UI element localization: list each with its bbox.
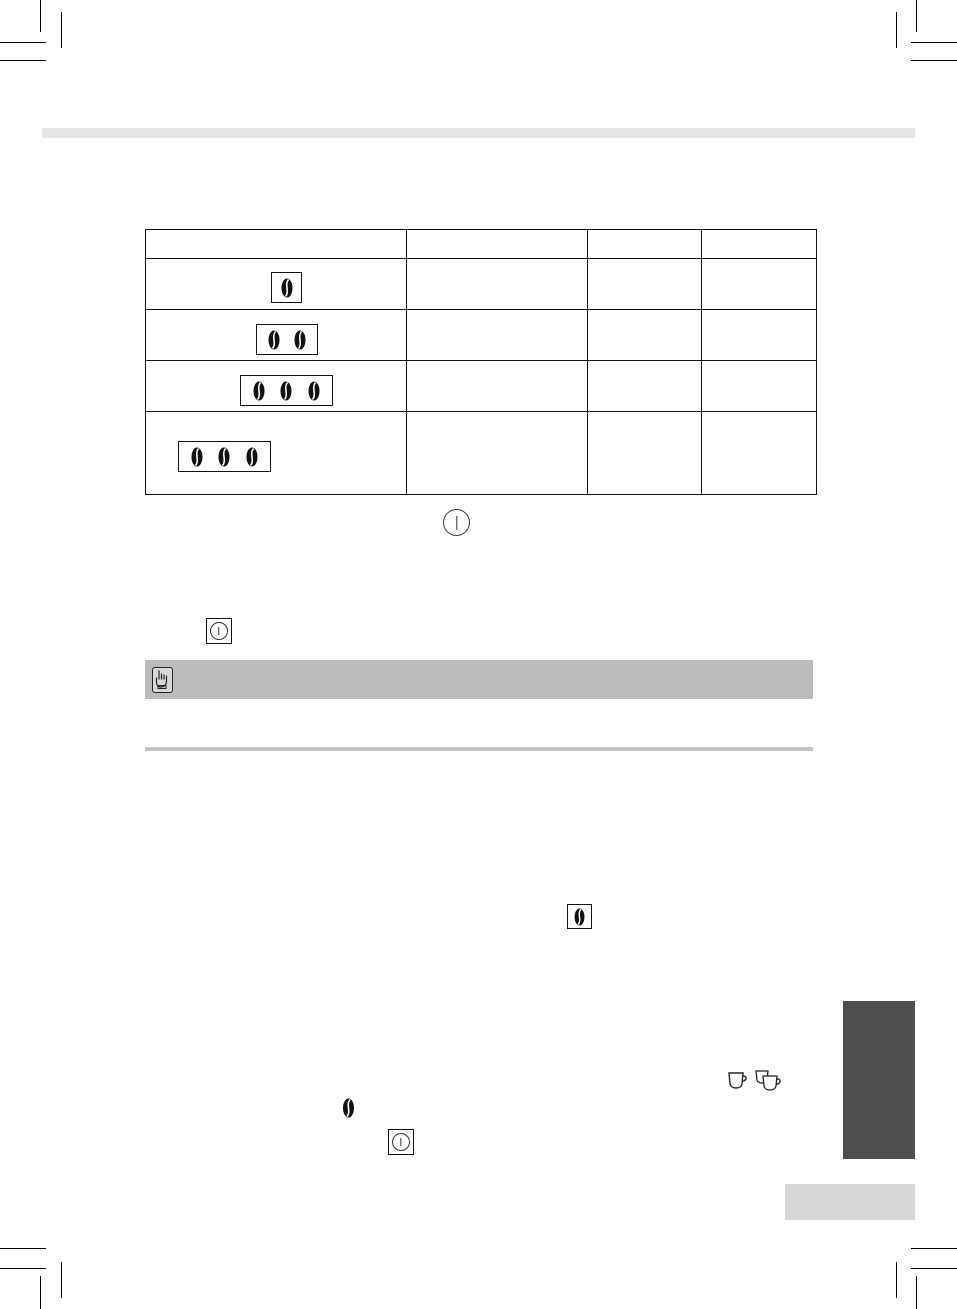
crop-mark xyxy=(896,1262,897,1298)
pointing-hand-icon xyxy=(152,667,173,693)
power-button-icon xyxy=(206,618,232,644)
crop-mark xyxy=(911,1248,957,1249)
power-icon xyxy=(210,622,228,640)
table-cell xyxy=(146,361,407,412)
table-cell xyxy=(407,361,588,412)
crop-mark xyxy=(911,42,957,43)
power-icon xyxy=(392,1133,410,1151)
bean-icon xyxy=(253,381,265,401)
table-cell xyxy=(702,310,817,361)
crop-mark xyxy=(0,1268,46,1269)
table-cell xyxy=(702,412,817,495)
bean-icon xyxy=(218,447,230,467)
double-cup-icon xyxy=(754,1069,786,1093)
bean-indicator-3 xyxy=(240,375,333,406)
page-number-box xyxy=(785,1184,915,1220)
table-row xyxy=(146,310,817,361)
crop-mark xyxy=(0,42,46,43)
bean-icon xyxy=(308,381,320,401)
table-row xyxy=(146,259,817,310)
table-cell xyxy=(407,259,588,310)
crop-mark xyxy=(911,60,957,61)
bean-icon xyxy=(191,447,203,467)
bean-icon xyxy=(280,381,292,401)
bean-icon xyxy=(246,447,258,467)
table-cell xyxy=(702,259,817,310)
crop-mark xyxy=(916,1276,917,1309)
table-cell xyxy=(146,310,407,361)
table-cell xyxy=(702,230,817,259)
table-cell xyxy=(588,361,702,412)
table-cell xyxy=(588,259,702,310)
header-bar xyxy=(42,128,915,138)
table-cell xyxy=(146,259,407,310)
strength-table xyxy=(145,229,817,495)
crop-mark xyxy=(40,0,41,32)
table-cell xyxy=(146,412,407,495)
bean-icon xyxy=(342,1098,355,1118)
bean-indicator-1 xyxy=(567,904,592,929)
bean-icon xyxy=(281,278,293,298)
table-cell xyxy=(407,412,588,495)
section-divider xyxy=(145,747,813,751)
table-header-row xyxy=(146,230,817,259)
crop-mark xyxy=(916,0,917,32)
crop-mark xyxy=(911,1268,957,1269)
bean-indicator-3-alt xyxy=(178,441,271,472)
section-side-tab xyxy=(843,1001,915,1159)
bean-icon xyxy=(574,908,585,926)
table-cell xyxy=(146,230,407,259)
crop-mark xyxy=(896,12,897,48)
note-bar xyxy=(145,660,813,699)
bean-indicator-1 xyxy=(271,272,302,303)
table-row xyxy=(146,361,817,412)
table-cell xyxy=(407,310,588,361)
power-icon xyxy=(443,509,470,536)
crop-mark xyxy=(40,1276,41,1309)
bean-icon xyxy=(294,330,306,350)
crop-mark xyxy=(0,60,46,61)
crop-mark xyxy=(0,1248,46,1249)
crop-mark xyxy=(61,12,62,48)
bean-indicator-2 xyxy=(256,324,318,355)
single-cup-icon xyxy=(727,1069,751,1091)
table-row xyxy=(146,412,817,495)
table-cell xyxy=(588,310,702,361)
power-button-icon xyxy=(388,1129,414,1155)
table-cell xyxy=(702,361,817,412)
bean-icon xyxy=(268,330,280,350)
table-cell xyxy=(407,230,588,259)
crop-mark xyxy=(61,1262,62,1298)
table-cell xyxy=(588,412,702,495)
table-cell xyxy=(588,230,702,259)
